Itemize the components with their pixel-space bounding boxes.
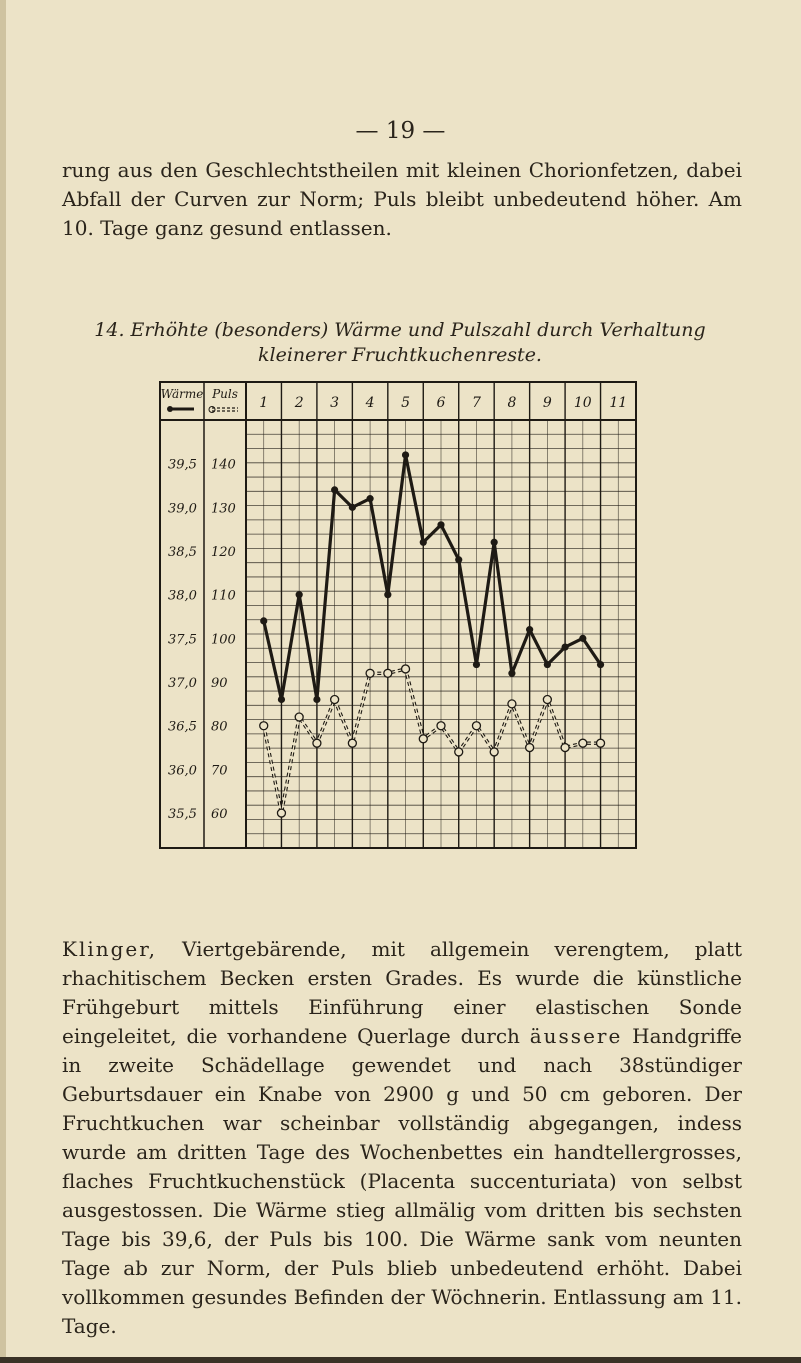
pulse-point — [313, 739, 321, 747]
temperature-point — [260, 617, 267, 624]
temperature-point — [579, 635, 586, 642]
temperature-point — [597, 661, 604, 668]
page-bottom-edge — [0, 1357, 801, 1363]
pulse-tick-label: 90 — [211, 676, 228, 692]
page-edge — [0, 0, 6, 1363]
temperature-point — [278, 696, 285, 703]
pulse-point — [260, 722, 268, 730]
temperature-point — [366, 495, 373, 502]
day-label: 7 — [471, 395, 481, 411]
pulse-point — [490, 748, 498, 756]
temperature-point — [455, 556, 462, 563]
pulse-point — [348, 739, 356, 747]
pulse-point — [526, 744, 534, 752]
pulse-tick-label: 120 — [211, 545, 236, 561]
day-label: 11 — [609, 395, 628, 411]
temperature-point — [526, 626, 533, 633]
day-label: 9 — [542, 395, 552, 411]
pulse-tick-label: 110 — [211, 588, 236, 604]
day-label: 8 — [507, 395, 517, 411]
paragraph-bottom-text-2: Handgriffe in zweite Schädellage gewendet und nach 38stündiger Geburtsdauer ein Knabe von 2900 g und 50 cm geboren. Der Fruchtkuchen war scheinbar vollständig abgegangen, indess wurde am dritten Tage des Wochenbettes ein handtellergrosses, flaches Fruchtkuchenstück (Placenta succenturiata) von selbst ausgestossen. Die Wärme stieg allmälig vom dritten bis sechsten Tage bis 39,6, der Puls bis 100. Die Wärme sank vom neunten Tage ab zur Norm, der Puls blieb unbedeutend erhöht. Dabei vollkommen gesundes Befinden der Wöchnerin. Entlassung am 11. Tage. — [62, 1024, 742, 1338]
day-label: 5 — [401, 395, 411, 411]
pulse-tick-label: 140 — [211, 457, 236, 473]
temperature-point — [349, 504, 356, 511]
pulse-tick-label: 100 — [211, 632, 236, 648]
pulse-point — [472, 722, 480, 730]
temperature-point — [296, 591, 303, 598]
day-label: 10 — [573, 395, 592, 411]
temperature-point — [473, 661, 480, 668]
day-label: 4 — [365, 395, 375, 411]
temp-legend-dot — [167, 406, 173, 412]
day-label: 3 — [330, 395, 340, 411]
day-label: 2 — [294, 395, 304, 411]
page-number: — 19 — — [355, 118, 446, 144]
pulse-point — [331, 696, 339, 704]
pulse-point — [579, 739, 587, 747]
temperature-point — [384, 591, 391, 598]
day-label: 1 — [259, 395, 269, 411]
temp-tick-label: 37,0 — [168, 676, 197, 692]
temp-tick-label: 36,5 — [168, 719, 197, 735]
pulse-legend-dot — [209, 407, 215, 413]
temp-tick-label: 38,0 — [168, 588, 197, 604]
pulse-point — [402, 665, 410, 673]
pulse-point — [561, 744, 569, 752]
temp-tick-label: 38,5 — [168, 545, 197, 561]
temp-tick-label: 36,0 — [168, 763, 197, 779]
chart-caption — [60, 318, 740, 368]
emphasis-word: äussere — [529, 1024, 623, 1048]
pulse-point — [419, 735, 427, 743]
pulse-point — [366, 669, 374, 677]
temperature-point — [544, 661, 551, 668]
temperature-point — [313, 696, 320, 703]
paragraph-top: rung aus den Geschlechtstheilen mit kleinen Chorionfetzen, dabei Abfall der Curven zur Norm; Puls bleibt unbedeutend höher. Am 10. Tage ganz gesund entlassen. — [62, 158, 742, 240]
pulse-tick-label: 60 — [211, 807, 228, 823]
patient-name: Klinger, — [62, 937, 157, 961]
day-label: 6 — [436, 395, 446, 411]
pulse-tick-label: 80 — [211, 719, 228, 735]
temperature-point — [420, 539, 427, 546]
temperature-point — [437, 521, 444, 528]
temperature-point — [561, 644, 568, 651]
pulse-point — [295, 713, 303, 721]
temperature-point — [402, 451, 409, 458]
temp-tick-label: 37,5 — [168, 632, 197, 648]
pulse-point — [437, 722, 445, 730]
pulse-tick-label: 70 — [211, 763, 228, 779]
paragraph-bottom — [62, 935, 742, 1341]
pulse-tick-label: 130 — [211, 501, 236, 517]
pulse-point — [597, 739, 605, 747]
temperature-point — [491, 539, 498, 546]
temperature-point — [508, 670, 515, 677]
temperature-point — [331, 486, 338, 493]
pulse-point — [384, 669, 392, 677]
caption-line-2: kleinerer Fruchtkuchenreste. — [258, 344, 542, 366]
temp-tick-label: 39,5 — [168, 457, 197, 473]
paragraph-bottom-text: Viertgebärende, mit allgemein verengtem, platt rhachitischem Becken ersten Grades. Es wurde die künstliche Frühgeburt mittels Einführung einer elastischen Sonde eingeleitet, die vorhandene Querlage durch — [62, 937, 742, 1048]
pulse-point — [508, 700, 516, 708]
temp-tick-label: 35,5 — [168, 807, 197, 823]
temp-tick-label: 39,0 — [168, 501, 197, 517]
pulse-point — [543, 696, 551, 704]
fever-chart — [158, 380, 638, 850]
pulse-point — [455, 748, 463, 756]
pulse-point — [277, 809, 285, 817]
pulse-header: Puls — [212, 387, 238, 401]
caption-line-1: 14. Erhöhte (besonders) Wärme und Pulszahl durch Verhaltung — [94, 319, 706, 341]
temp-header: Wärme — [160, 387, 204, 401]
